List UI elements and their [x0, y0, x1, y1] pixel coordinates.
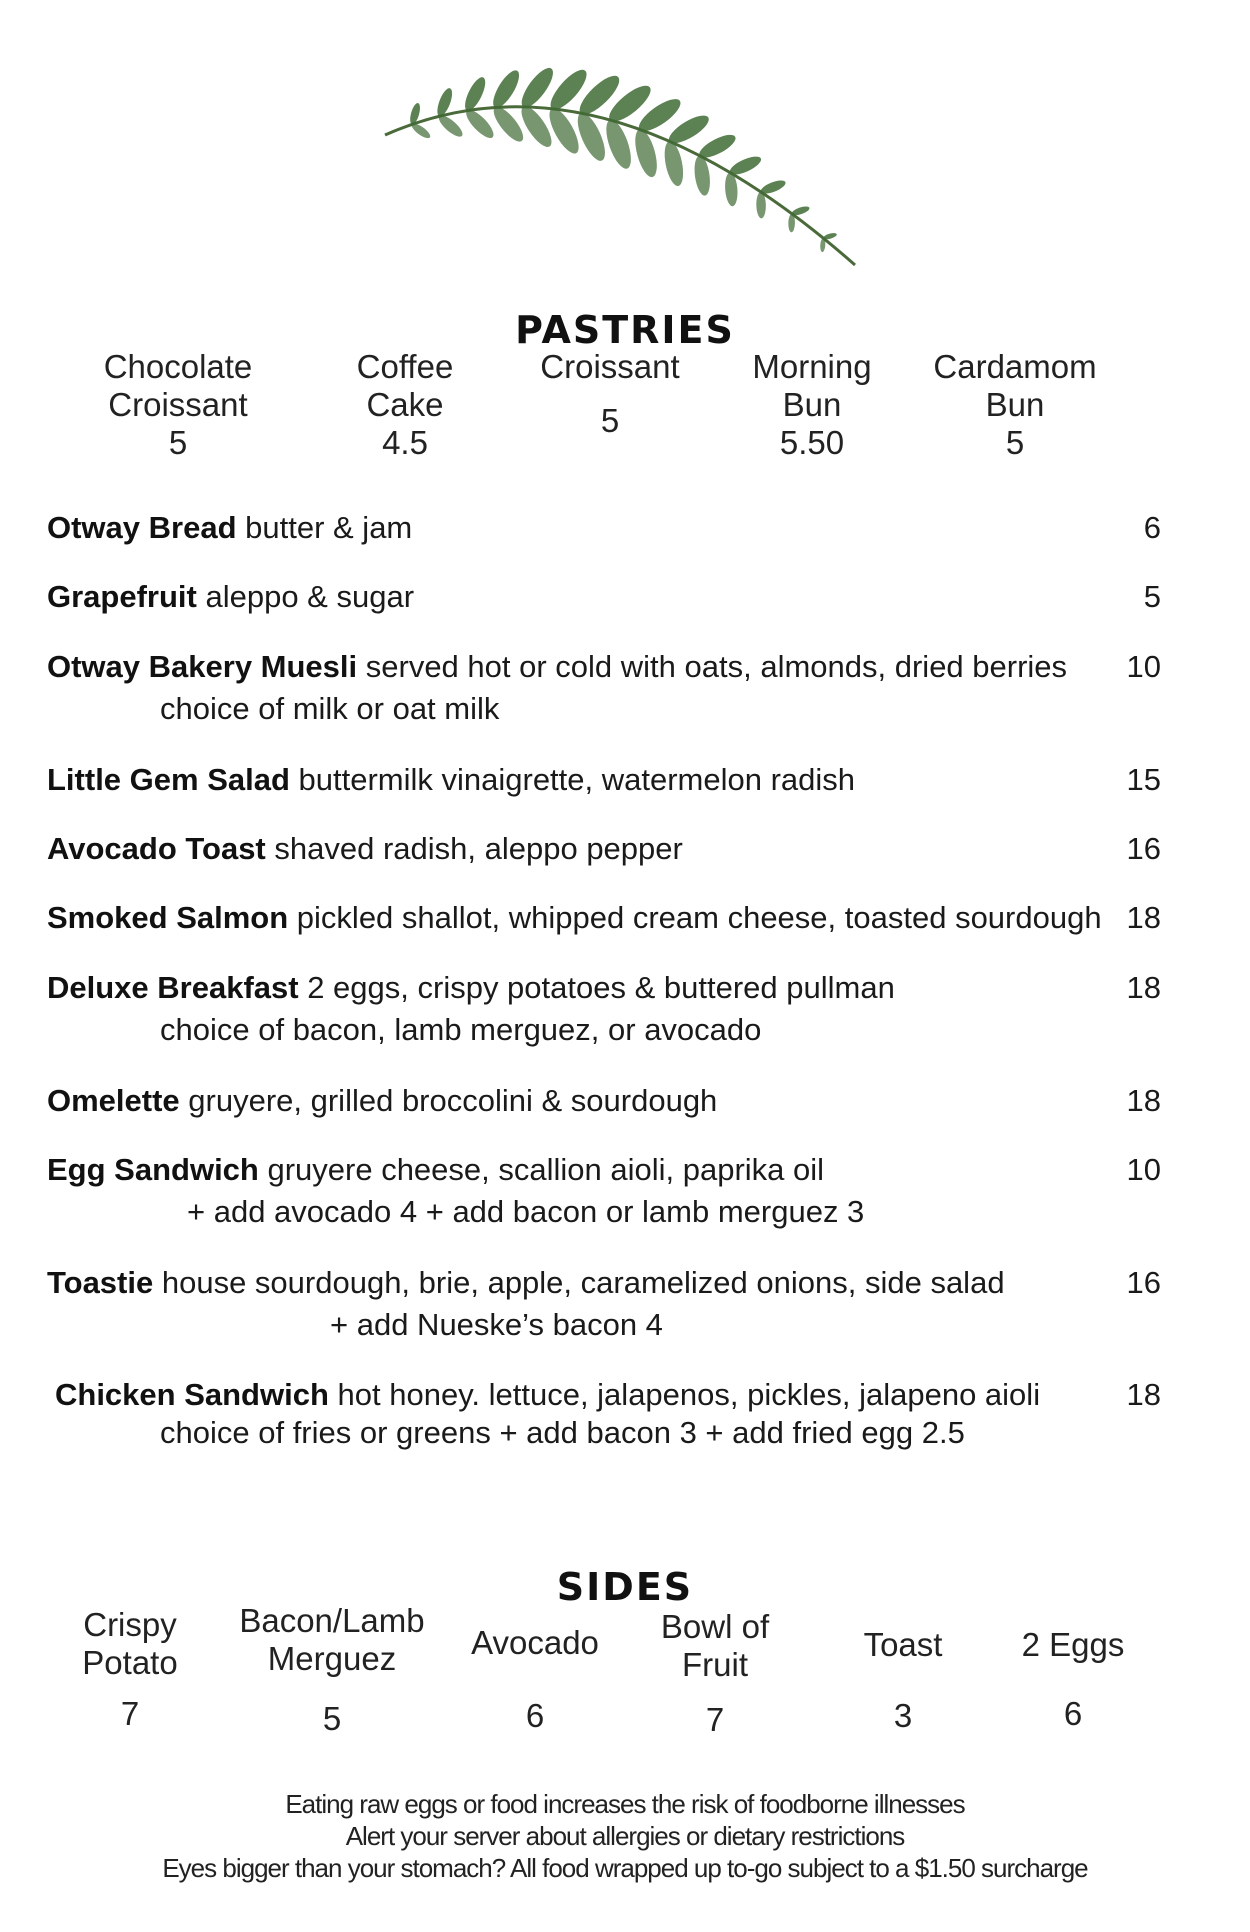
menu-item-description: served hot or cold with oats, almonds, dried berries — [357, 649, 1068, 684]
side-item — [605, 1608, 825, 1684]
fern-leaflet — [488, 67, 523, 112]
pastry-name: Bun — [782, 386, 842, 423]
pastry-price: 5 — [1005, 424, 1025, 461]
menu-item — [47, 1263, 1167, 1347]
menu-item-price: 18 — [1126, 1083, 1161, 1118]
menu-item-price: 5 — [1143, 579, 1161, 614]
menu-item — [47, 1081, 1167, 1121]
pastry-item — [712, 348, 912, 462]
to-go-surcharge-notice: Eyes bigger than your stomach? All food wrapped up to-go subject to a $1.50 surcharge — [162, 1853, 1088, 1883]
pastries-row — [0, 348, 1250, 478]
menu-item-addons: + add avocado 4 + add bacon or lamb merguez 3 — [187, 1194, 865, 1229]
side-name: Toast — [863, 1626, 943, 1663]
side-name: Crispy — [83, 1606, 177, 1643]
menu-item — [47, 508, 1167, 548]
menu-item-description: gruyere cheese, scallion aioli, paprika oil — [258, 1152, 825, 1187]
menu-item — [47, 829, 1167, 869]
menu-item-price: 6 — [1143, 510, 1161, 545]
pastry-price: 5 — [168, 424, 188, 461]
side-price: 7 — [705, 1701, 725, 1738]
menu-item-description: butter & jam — [236, 510, 413, 545]
menu-item-name: Deluxe Breakfast — [47, 970, 299, 1005]
menu-item — [47, 1375, 1167, 1451]
menu-item — [47, 1150, 1167, 1234]
pastry-price: 5 — [600, 402, 620, 439]
menu-item-options: choice of bacon, lamb merguez, or avocado — [160, 1012, 762, 1047]
menu-item-name: Little Gem Salad — [47, 762, 290, 797]
menu-item-name: Avocado Toast — [47, 831, 266, 866]
menu-item — [47, 647, 1167, 731]
menu-item-price: 10 — [1126, 1152, 1161, 1187]
menu-item-addons: + add Nueske’s bacon 4 — [330, 1307, 663, 1342]
side-name: Merguez — [267, 1640, 397, 1677]
menu-item-description: shaved radish, aleppo pepper — [265, 831, 683, 866]
fern-leaflet — [696, 130, 738, 162]
side-name: Bowl of — [660, 1608, 770, 1645]
pastry-name: Cardamom — [933, 348, 1097, 385]
menu-item-description: pickled shallot, whipped cream cheese, toasted sourdough — [288, 900, 1102, 935]
menu-item-description: aleppo & sugar — [196, 579, 415, 614]
menu-item — [47, 968, 1167, 1052]
footer-notice — [0, 1788, 1250, 1884]
menu-item-description: 2 eggs, crispy potatoes & buttered pullman — [298, 970, 895, 1005]
pastry-name: Chocolate — [103, 348, 253, 385]
side-price: 5 — [322, 1700, 342, 1737]
menu-item-price: 18 — [1126, 1377, 1161, 1412]
pastry-name: Croissant — [108, 386, 248, 423]
menu-item-addons: choice of fries or greens + add bacon 3 + add fried egg 2.5 — [160, 1415, 965, 1450]
menu-item-name: Otway Bread — [47, 510, 237, 545]
pastry-price: 5.50 — [779, 424, 845, 461]
menu-item — [47, 760, 1167, 800]
side-name: 2 Eggs — [1021, 1626, 1125, 1663]
menu-item — [47, 898, 1167, 938]
side-price: 7 — [120, 1695, 140, 1732]
menu-item-price: 18 — [1126, 900, 1161, 935]
side-name: Fruit — [682, 1646, 748, 1683]
food-safety-warning: Eating raw eggs or food increases the risk of foodborne illnesses — [285, 1789, 965, 1819]
side-item — [20, 1606, 240, 1682]
menu-item-price: 18 — [1126, 970, 1161, 1005]
side-name: Potato — [82, 1644, 178, 1681]
side-price: 6 — [525, 1697, 545, 1734]
menu-item-name: Toastie — [47, 1265, 154, 1300]
menu-item-name: Grapefruit — [47, 579, 197, 614]
side-name: Bacon/Lamb — [239, 1602, 425, 1639]
menu-item-description: house sourdough, brie, apple, caramelized onions, side salad — [153, 1265, 1005, 1300]
pastry-item — [510, 348, 710, 440]
allergy-notice: Alert your server about allergies or dietary restrictions — [345, 1821, 905, 1851]
pastries-heading: PASTRIES — [515, 308, 735, 352]
sides-row — [0, 1600, 1250, 1750]
fern-leaf-icon — [370, 40, 870, 280]
menu-item-name: Egg Sandwich — [47, 1152, 259, 1187]
pastry-item — [915, 348, 1115, 462]
pastry-name: Morning — [752, 348, 872, 385]
menu-item-options: choice of milk or oat milk — [160, 691, 500, 726]
pastry-name: Cake — [366, 386, 444, 423]
side-item — [222, 1602, 442, 1678]
pastry-name: Bun — [985, 386, 1045, 423]
menu-item-description: buttermilk vinaigrette, watermelon radish — [289, 762, 856, 797]
side-item — [963, 1626, 1183, 1664]
menu-item-name: Chicken Sandwich — [55, 1377, 329, 1412]
side-price: 6 — [1063, 1695, 1083, 1732]
fern-leaflet — [462, 106, 497, 142]
pastry-price: 4.5 — [382, 424, 428, 461]
fern-leaflet — [788, 214, 795, 233]
pastry-name: Croissant — [540, 348, 680, 385]
pastry-name: Coffee — [356, 348, 454, 385]
side-name: Avocado — [471, 1624, 599, 1661]
menu-item-price: 16 — [1126, 831, 1161, 866]
side-price: 3 — [893, 1697, 913, 1734]
menu-item-price: 16 — [1126, 1265, 1161, 1300]
pastry-item — [305, 348, 505, 462]
menu-item-price: 15 — [1126, 762, 1161, 797]
pastry-item — [78, 348, 278, 462]
sides-heading: SIDES — [556, 1565, 694, 1609]
menu-item-name: Smoked Salmon — [47, 900, 289, 935]
menu-item-name: Omelette — [47, 1083, 180, 1118]
menu-item — [47, 577, 1167, 617]
menu-item-description: gruyere, grilled broccolini & sourdough — [179, 1083, 718, 1118]
menu-item-price: 10 — [1126, 649, 1161, 684]
menu-item-name: Otway Bakery Muesli — [47, 649, 358, 684]
menu-item-description: hot honey. lettuce, jalapenos, pickles, jalapeno aioli — [328, 1377, 1041, 1412]
